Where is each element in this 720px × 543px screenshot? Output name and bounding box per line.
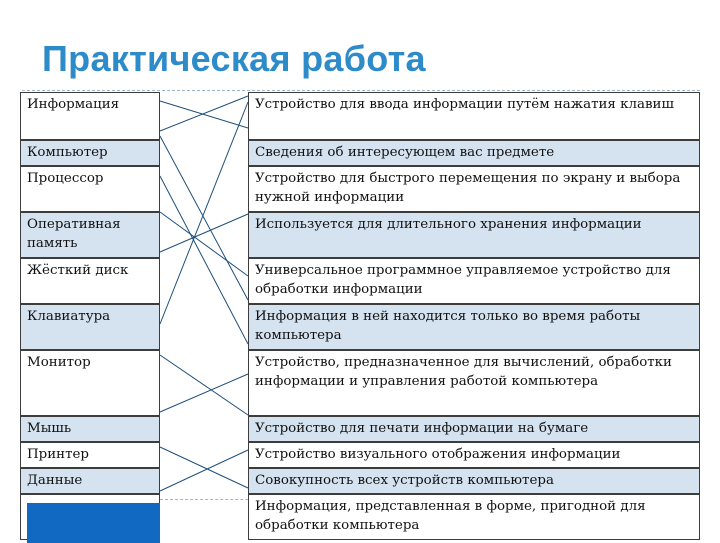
right-cell[interactable]: Устройство для ввода информации путём нажатия клавиш	[248, 92, 700, 140]
right-cell[interactable]: Используется для длительного хранения информации	[248, 212, 700, 258]
right-cell[interactable]: Устройство визуального отображения информации	[248, 442, 700, 468]
match-line	[160, 136, 248, 300]
match-line	[160, 102, 248, 324]
left-cell[interactable]: Жёсткий диск	[20, 258, 160, 304]
match-line	[160, 447, 248, 488]
match-line	[160, 176, 248, 344]
match-line	[160, 96, 248, 131]
left-cell[interactable]: Компьютер	[20, 140, 160, 166]
left-cell[interactable]: Процессор	[20, 166, 160, 212]
match-line	[160, 214, 248, 252]
left-cell[interactable]: Информация	[20, 92, 160, 140]
left-cell[interactable]: Клавиатура	[20, 304, 160, 350]
right-cell[interactable]: Устройство для быстрого перемещения по экрану и выбора нужной информации	[248, 166, 700, 212]
right-cell[interactable]: Информация в ней находится только во время работы компьютера	[248, 304, 700, 350]
left-cell[interactable]: Оперативная память	[20, 212, 160, 258]
left-cell[interactable]: Данные	[20, 468, 160, 494]
right-cell[interactable]: Универсальное программное управляемое устройство для обработки информации	[248, 258, 700, 304]
right-cell[interactable]: Совокупность всех устройств компьютера	[248, 468, 700, 494]
page-title: Практическая работа	[42, 38, 426, 79]
right-cell[interactable]: Устройство, предназначенное для вычислений, обработки информации и управления работой компьютера	[248, 350, 700, 416]
left-cell[interactable]: Принтер	[20, 442, 160, 468]
right-cell[interactable]: Информация, представленная в форме, пригодной для обработки компьютера	[248, 494, 700, 540]
match-line	[160, 212, 248, 276]
left-cell[interactable]: Мышь	[20, 416, 160, 442]
right-cell[interactable]: Устройство для печати информации на бумаге	[248, 416, 700, 442]
left-cell[interactable]: Монитор	[20, 350, 160, 416]
match-line	[160, 101, 248, 128]
match-line	[160, 450, 248, 491]
right-cell[interactable]: Сведения об интересующем вас предмете	[248, 140, 700, 166]
